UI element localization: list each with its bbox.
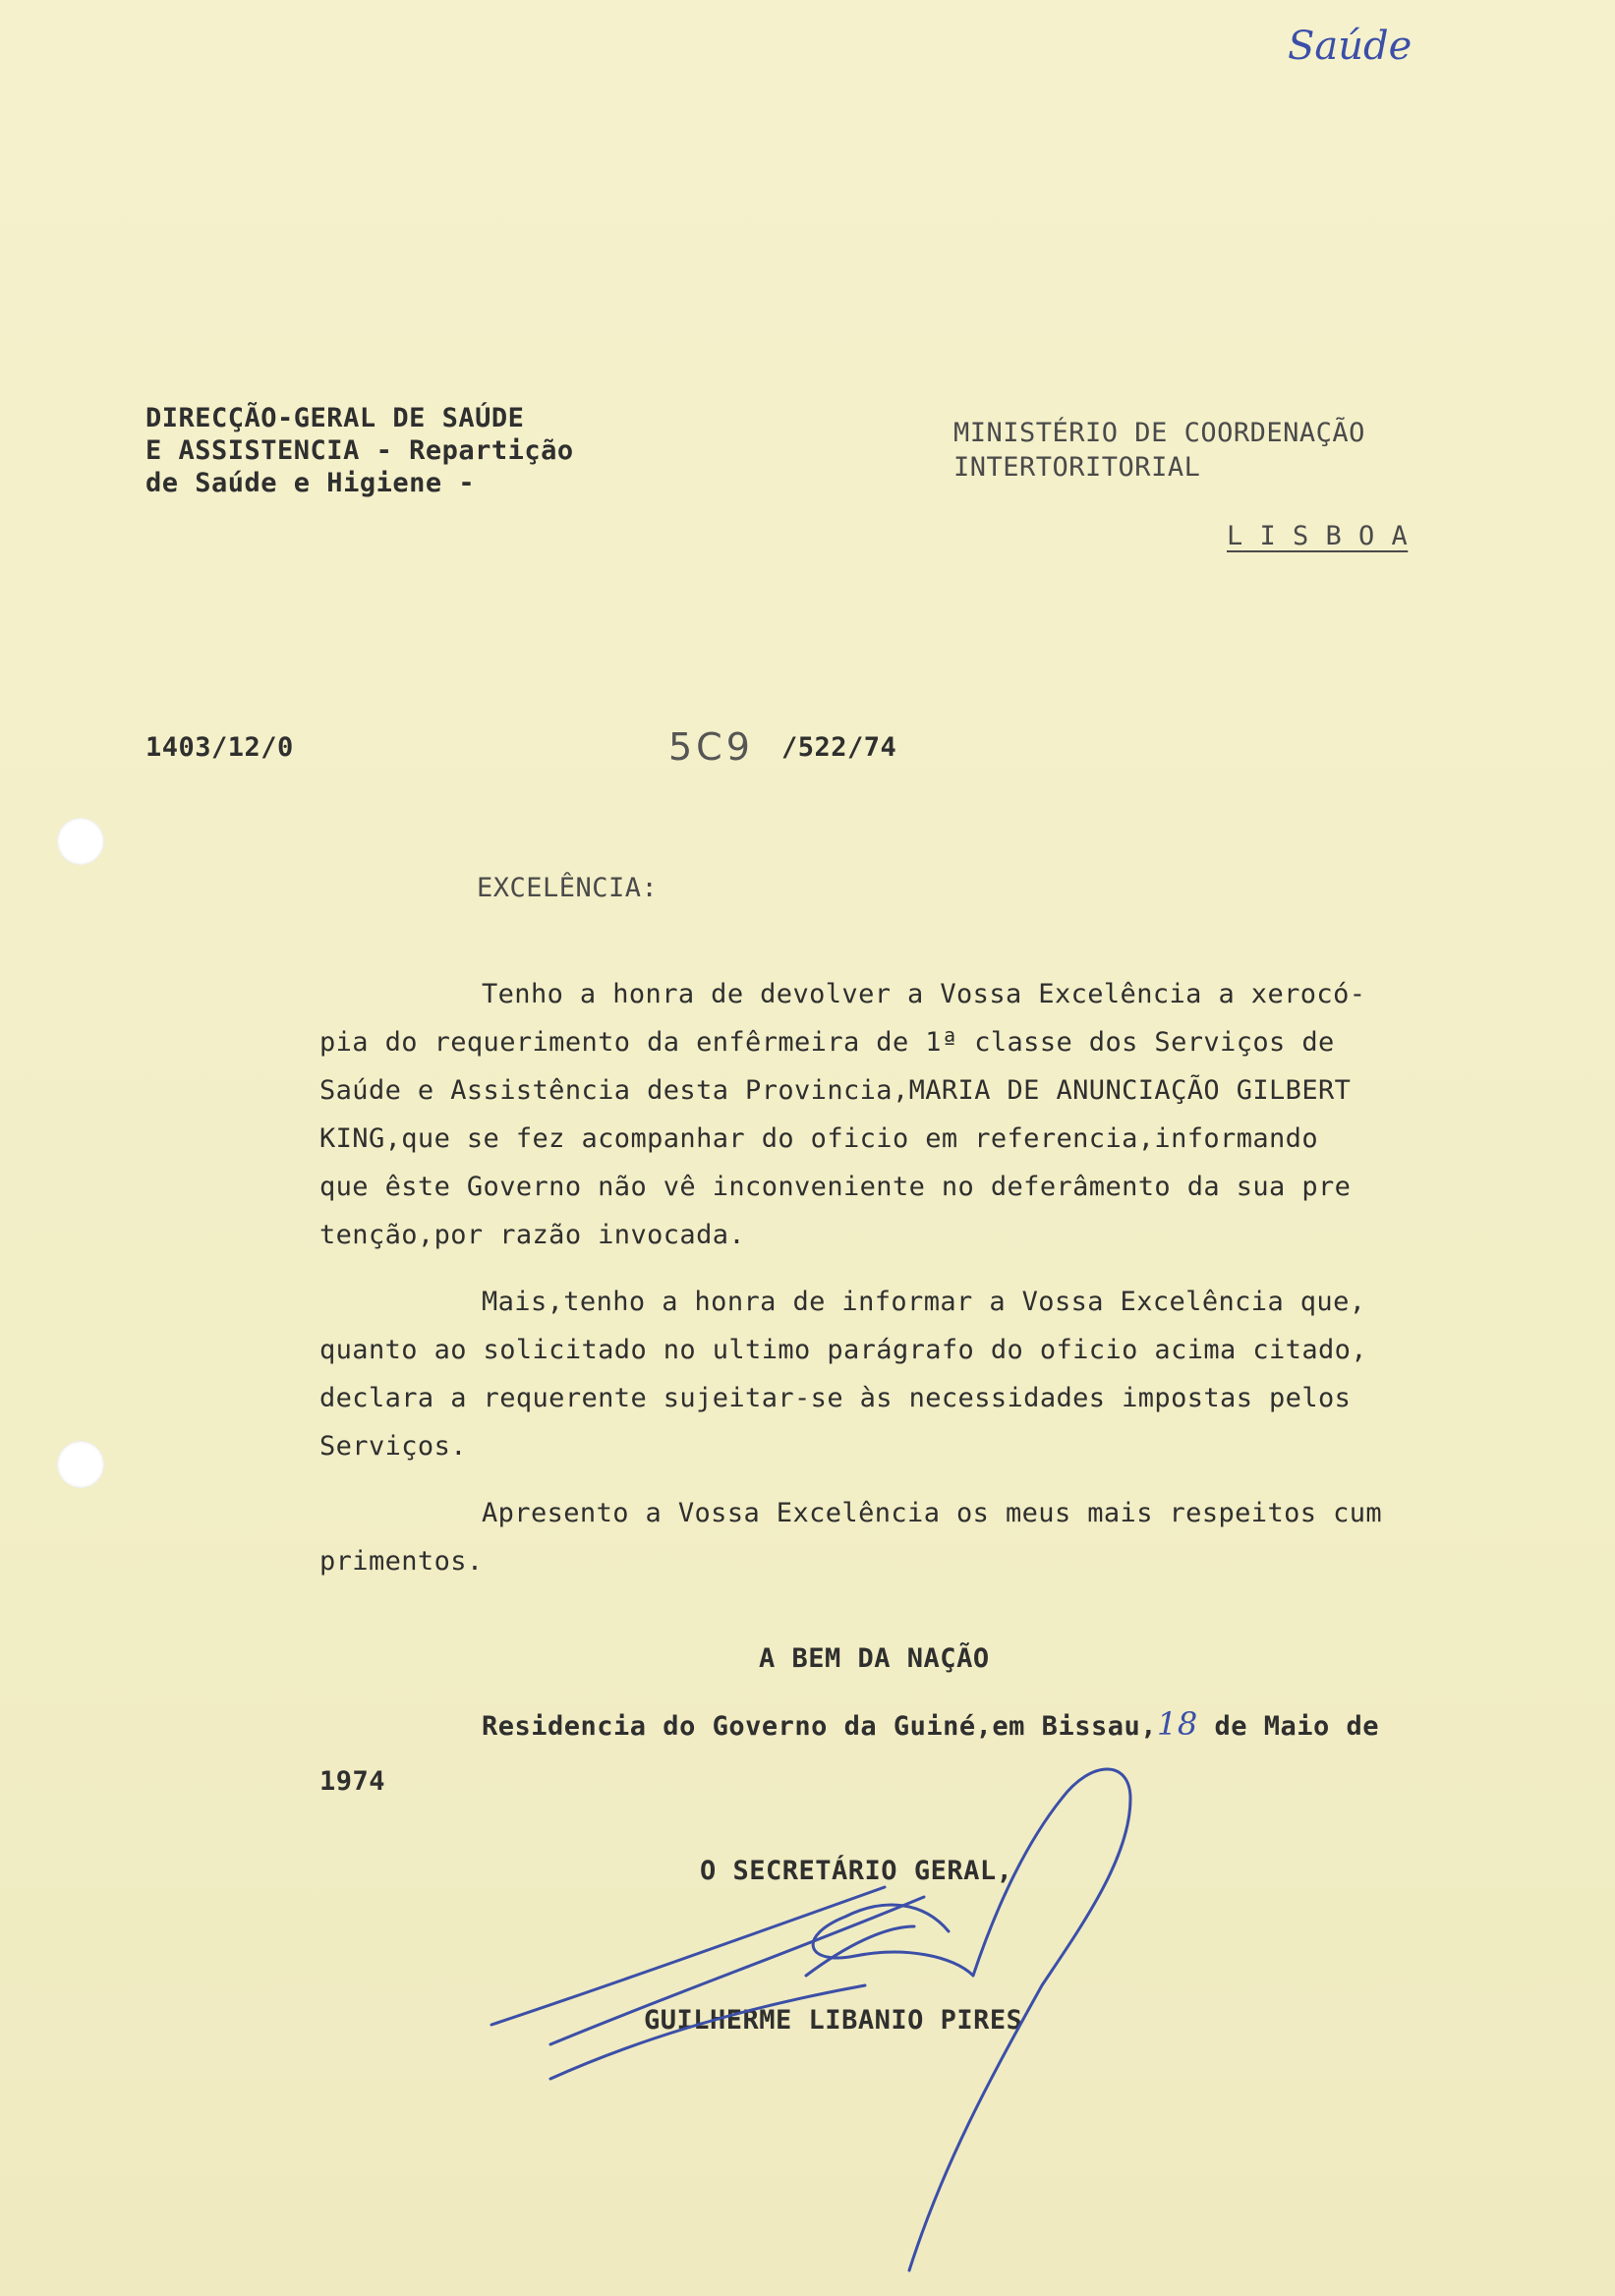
closing-formula: A BEM DA NAÇÃO — [759, 1643, 990, 1674]
paragraph-2 — [319, 1278, 1558, 1470]
recipient-city: L I S B O A — [1227, 521, 1409, 551]
date-line — [482, 1705, 1379, 1743]
paragraph-1 — [319, 970, 1558, 1259]
p3-line-2: primentos. — [319, 1546, 484, 1577]
recipient-line-1: MINISTÉRIO DE COORDENAÇÃO — [953, 418, 1365, 448]
p2-line-1: Mais,tenho a honra de informar a Vossa Excelência que, — [482, 1287, 1366, 1317]
p2-line-2: quanto ao solicitado no ultimo parágrafo do oficio acima citado, — [319, 1335, 1367, 1365]
p1-line-1: Tenho a honra de devolver a Vossa Excelência a xerocó- — [482, 979, 1366, 1009]
date-prefix: Residencia do Governo da Guiné,em Bissau, — [482, 1711, 1157, 1742]
signatory-title: O SECRETÁRIO GERAL, — [700, 1856, 1013, 1886]
sender-line-2: E ASSISTENCIA - Repartição — [145, 435, 574, 466]
salutation: EXCELÊNCIA: — [477, 873, 659, 903]
ref-right: /522/74 — [781, 732, 897, 763]
date-day-handwritten: 18 — [1156, 1705, 1198, 1743]
p3-line-1: Apresento a Vossa Excelência os meus mais respeitos cum — [482, 1498, 1383, 1528]
p2-line-3: declara a requerente sujeitar-se às necessidades impostas pelos — [319, 1383, 1352, 1413]
ref-stamp-number: 5C9 — [668, 725, 754, 769]
date-suffix: de Maio de — [1197, 1711, 1380, 1742]
p1-line-6: tenção,por razão invocada. — [319, 1220, 746, 1250]
date-year: 1974 — [319, 1766, 386, 1797]
punch-hole-bottom — [57, 1441, 104, 1488]
p1-line-4: KING,que se fez acompanhar do oficio em referencia,informando — [319, 1123, 1318, 1154]
p1-line-2: pia do requerimento da enfêrmeira de 1ª classe dos Serviços de — [319, 1027, 1335, 1058]
sender-line-3: de Saúde e Higiene - — [145, 468, 476, 498]
handwritten-annotation: Saúde — [1288, 24, 1413, 69]
ref-left: 1403/12/0 — [145, 732, 294, 763]
p1-line-3: Saúde e Assistência desta Provincia,MARIA DE ANUNCIAÇÃO GILBERT — [319, 1075, 1352, 1106]
paragraph-3 — [319, 1489, 1558, 1585]
punch-hole-top — [57, 818, 104, 865]
signatory-name: GUILHERME LIBANIO PIRES — [644, 2005, 1023, 2036]
p1-line-5: que êste Governo não vê inconveniente no deferâmento da sua pre — [319, 1172, 1352, 1202]
recipient-line-2: INTERTORITORIAL — [953, 452, 1201, 483]
sender-line-1: DIRECÇÃO-GERAL DE SAÚDE — [145, 403, 525, 433]
p2-line-4: Serviços. — [319, 1431, 467, 1462]
